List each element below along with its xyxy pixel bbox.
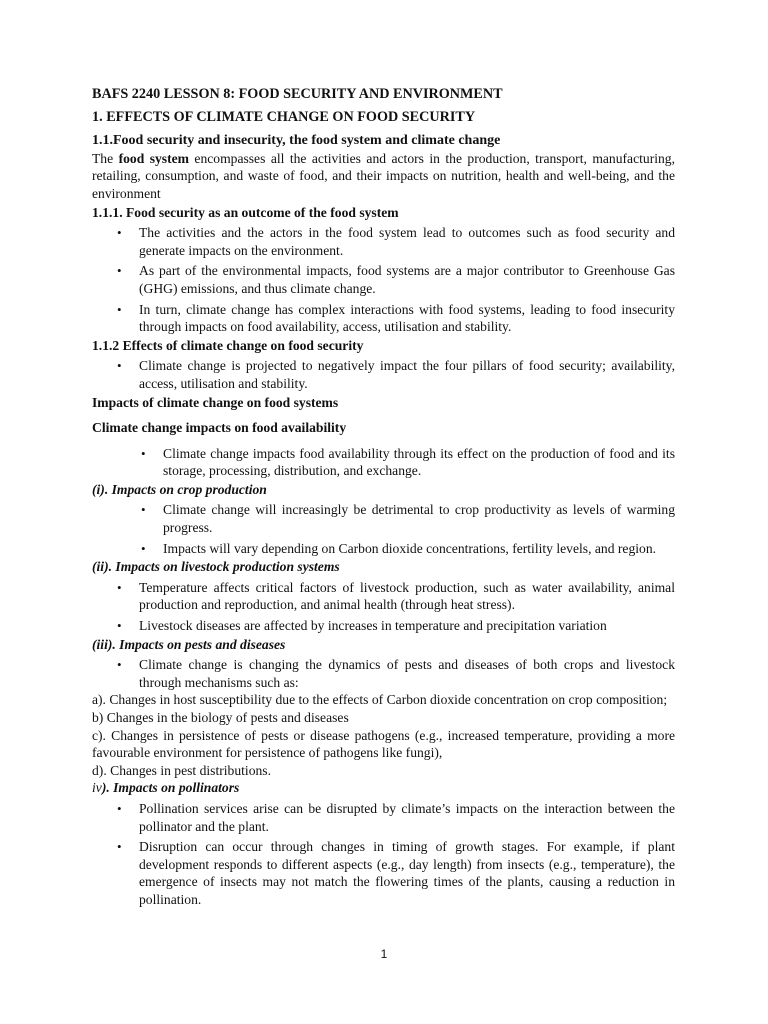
food-system-paragraph: The food system encompasses all the activities and actors in the production, transport, manufacturing, retailing, consumption, and waste of food, and their impacts on nutrition, health and well-being, and the environment	[92, 150, 675, 201]
crop-production-list	[92, 501, 675, 557]
list-item: • The activities and the actors in the food system lead to outcomes such as food security and generate impacts on the environment.	[139, 224, 675, 259]
pollinators-list	[92, 800, 675, 909]
section-1-1-title: 1.1.Food security and insecurity, the food system and climate change	[92, 133, 501, 149]
list-item: • As part of the environmental impacts, food systems are a major contributor to Greenhouse Gas (GHG) emissions, and thus climate change.	[139, 262, 675, 297]
pests-item-d: d). Changes in pest distributions.	[92, 762, 271, 778]
pests-list	[92, 656, 675, 691]
pests-item-c: c). Changes in persistence of pests or disease pathogens (e.g., increased temperature, providing a more favourable environment for persistence of pathogens like fungi),	[92, 727, 675, 761]
section-1-1-1-list	[92, 224, 675, 336]
section-1-1-2-list	[92, 357, 675, 392]
impacts-title: Impacts of climate change on food systems	[92, 394, 339, 410]
list-item: • Pollination services arise can be disrupted by climate’s impacts on the interaction between the pollinator and the plant.	[139, 800, 675, 835]
section-1-1-2-title: 1.1.2 Effects of climate change on food security	[92, 337, 364, 353]
list-item: • Disruption can occur through changes in timing of growth stages. For example, if plant development responds to different aspects (e.g., day length) from insects (e.g., temperature), the emergence of insects may not match the flowering times of the plants, causing a reduction in pollination.	[139, 838, 675, 908]
availability-title: Climate change impacts on food availability	[92, 420, 347, 436]
livestock-title: (ii). Impacts on livestock production systems	[92, 559, 340, 575]
crop-production-title: (i). Impacts on crop production	[92, 481, 267, 497]
food-system-term: food system	[118, 150, 189, 166]
pests-item-a: a). Changes in host susceptibility due to the effects of Carbon dioxide concentration on crop composition;	[92, 692, 668, 708]
availability-list	[92, 445, 675, 480]
list-item: • Climate change is projected to negatively impact the four pillars of food security; availability, access, utilisation and stability.	[139, 357, 675, 392]
section-1-title: 1. EFFECTS OF CLIMATE CHANGE ON FOOD SECURITY	[92, 108, 476, 125]
list-item: • Climate change will increasingly be detrimental to crop productivity as levels of warming progress.	[163, 501, 675, 536]
course-header: BAFS 2240 LESSON 8: FOOD SECURITY AND ENVIRONMENT	[92, 86, 503, 102]
document-body	[92, 86, 675, 909]
livestock-list	[92, 579, 675, 635]
section-1-1-1-title: 1.1.1. Food security as an outcome of the food system	[92, 204, 399, 220]
list-item: • Climate change is changing the dynamics of pests and diseases of both crops and livestock through mechanisms such as:	[139, 656, 675, 691]
list-item: • Livestock diseases are affected by increases in temperature and precipitation variation	[139, 617, 675, 635]
pests-item-b: b) Changes in the biology of pests and diseases	[92, 710, 349, 725]
pests-title: (iii). Impacts on pests and diseases	[92, 636, 286, 652]
list-item: • Temperature affects critical factors of livestock production, such as water availability, animal production and reproduction, and animal health (through heat stress).	[139, 579, 675, 614]
list-item: • Impacts will vary depending on Carbon dioxide concentrations, fertility levels, and region.	[163, 540, 675, 558]
pollinators-title: iv). Impacts on pollinators	[92, 780, 240, 796]
page-number: 1	[380, 947, 388, 961]
list-item: • In turn, climate change has complex interactions with food systems, leading to food insecurity through impacts on food availability, access, utilisation and stability.	[139, 301, 675, 336]
list-item: • Climate change impacts food availability through its effect on the production of food and its storage, processing, distribution, and exchange.	[163, 445, 675, 480]
